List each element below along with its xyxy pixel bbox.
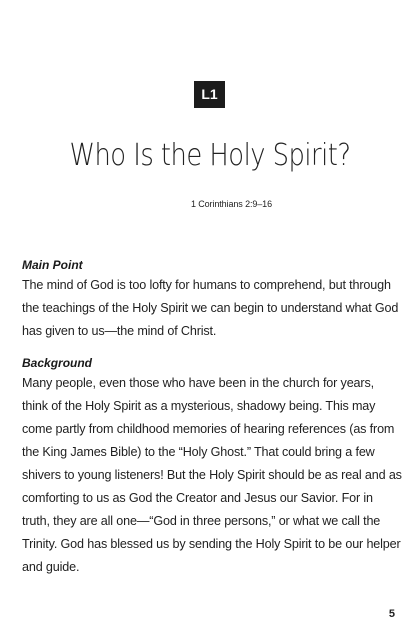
background-body: Many people, even those who have been in the church for years, think of the Holy Spirit as a mysterious, shadowy being. This may come partly from childhood memories of hearing references (as from the King James Bible) to the “Holy Ghost.” That could bring a few shivers to young listeners! But the Holy Spirit should be as real and as comforting to us as God the Creator and Jesus our Savior. For in truth, they are all one—“God in three persons,” or what we call the Trinity. God has blessed us by sending the Holy Spirit to be our helper and guide.: [22, 376, 402, 574]
main-point-heading: Main Point: [22, 258, 83, 272]
lesson-badge: L1: [194, 81, 225, 108]
background-heading: Background: [22, 356, 93, 370]
scripture-reference: 1 Corinthians 2:9–16: [190, 199, 272, 209]
page-number: 5: [388, 608, 395, 620]
main-point-body: The mind of God is too lofty for humans to comprehend, but through the teachings of the Holy Spirit we can begin to understand what God has given to us—the mind of Christ.: [22, 278, 399, 338]
lesson-title: Who Is the Holy Spirit?: [69, 138, 351, 173]
